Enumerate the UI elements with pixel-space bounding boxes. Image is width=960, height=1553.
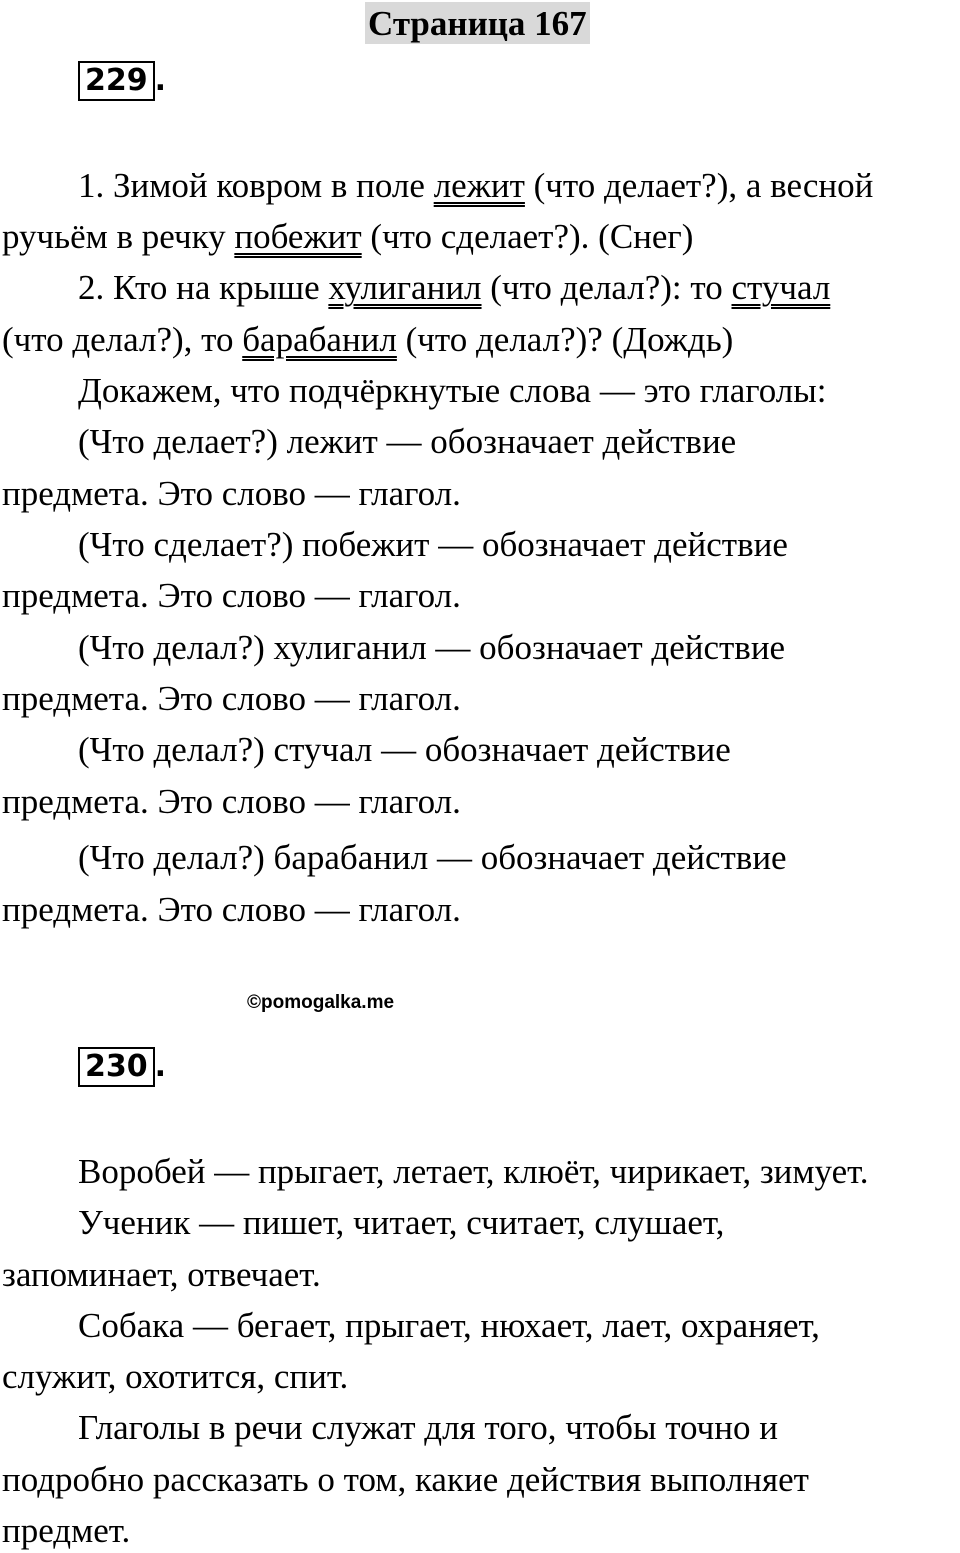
- task-number-229: [78, 61, 166, 101]
- task-number-dot: .: [154, 1049, 167, 1084]
- task-number-box: 230: [78, 1047, 155, 1087]
- proof-line: предмета. Это слово — глагол.: [2, 679, 461, 718]
- task-number-box: 229: [78, 61, 155, 101]
- proof-line: (Что делал?) хулиганил — обозначает действие: [78, 628, 786, 667]
- answer-line: Собака — бегает, прыгает, нюхает, лает, охраняет,: [78, 1306, 820, 1345]
- answer-line: Воробей — прыгает, летает, клюёт, чирикает, зимует.: [78, 1152, 869, 1191]
- proof-intro: Докажем, что подчёркнутые слова — это глаголы:: [78, 371, 827, 410]
- text-fragment: (что делал?), то: [2, 320, 243, 359]
- watermark: ©pomogalka.me: [247, 992, 395, 1013]
- page-title: Страница 167: [365, 2, 590, 44]
- riddle-2-line-2: [2, 318, 733, 362]
- underlined-verb: лежит: [433, 166, 525, 205]
- proof-line: (Что делал?) стучал — обозначает действие: [78, 730, 731, 769]
- proof-line: (Что сделает?) побежит — обозначает действие: [78, 525, 788, 564]
- underlined-verb: хулиганил: [328, 268, 482, 307]
- proof-line: (Что делает?) лежит — обозначает действие: [78, 422, 737, 461]
- proof-line: предмета. Это слово — глагол.: [2, 474, 461, 513]
- answer-line: служит, охотится, спит.: [2, 1357, 349, 1396]
- text-fragment: (что делал?)? (Дождь): [396, 320, 734, 359]
- text-fragment: (что делает?), а весной: [524, 166, 874, 205]
- text-fragment: 2. Кто на крыше: [78, 268, 329, 307]
- proof-line: предмета. Это слово — глагол.: [2, 576, 461, 615]
- riddle-1-line-1: [78, 164, 873, 208]
- text-fragment: ручьём в речку: [2, 217, 235, 256]
- proof-line: (Что делал?) барабанил — обозначает действие: [78, 838, 787, 877]
- conclusion-line: предмет.: [2, 1511, 131, 1550]
- conclusion-line: Глаголы в речи служат для того, чтобы точно и: [78, 1408, 778, 1447]
- text-fragment: (что делал?): то: [481, 268, 732, 307]
- text-fragment: 1. Зимой ковром в поле: [78, 166, 434, 205]
- underlined-verb: стучал: [731, 268, 831, 307]
- proof-line: предмета. Это слово — глагол.: [2, 890, 461, 929]
- proof-line: предмета. Это слово — глагол.: [2, 782, 461, 821]
- underlined-verb: побежит: [234, 217, 362, 256]
- riddle-2-line-1: [78, 266, 830, 310]
- riddle-1-line-2: [2, 215, 693, 259]
- conclusion-line: подробно рассказать о том, какие действия выполняет: [2, 1460, 809, 1499]
- answer-line: запоминает, отвечает.: [2, 1255, 321, 1294]
- text-fragment: (что сделает?). (Снег): [361, 217, 694, 256]
- task-number-230: [78, 1047, 166, 1087]
- underlined-verb: барабанил: [242, 320, 397, 359]
- task-number-dot: .: [154, 63, 167, 98]
- answer-line: Ученик — пишет, читает, считает, слушает,: [78, 1203, 725, 1242]
